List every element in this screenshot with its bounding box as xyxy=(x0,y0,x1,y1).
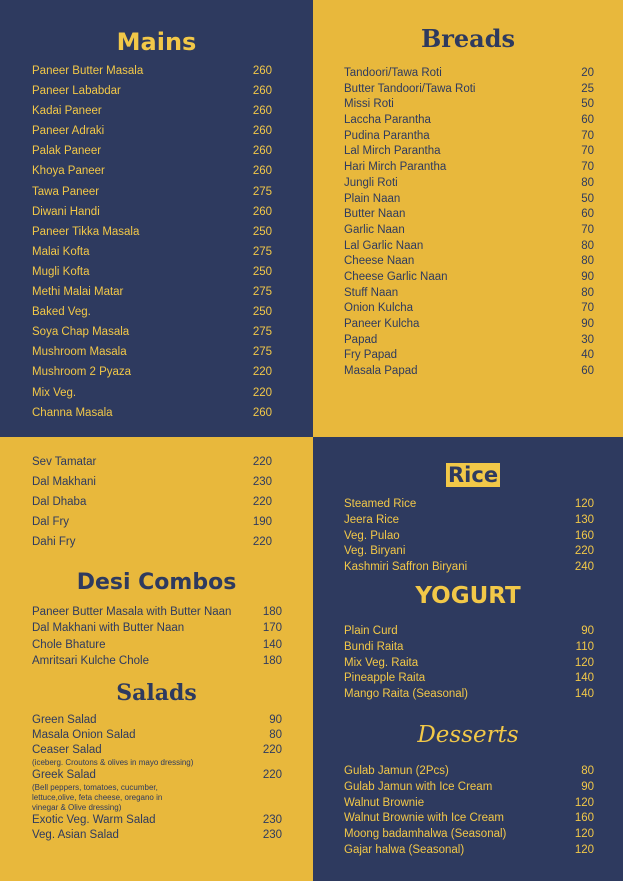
menu-item-price: 60 xyxy=(581,208,594,221)
menu-item-price: 90 xyxy=(581,625,594,637)
salad-name: Green Salad xyxy=(32,714,97,726)
menu-item-row xyxy=(344,143,594,159)
menu-item-price: 25 xyxy=(581,82,594,95)
menu-item-row xyxy=(344,332,594,348)
menu-item-name: Soya Chap Masala xyxy=(32,326,130,339)
menu-item-row xyxy=(32,472,272,492)
menu-item-name: Sev Tamatar xyxy=(32,456,97,468)
menu-item-name: Fry Papad xyxy=(344,349,398,362)
menu-item-name: Gulab Jamun (2Pcs) xyxy=(344,765,449,777)
salad-description: (Bell peppers, tomatoes, cucumber, lettuce,olive, feta cheese, oregano in vinegar & Olive dressing) xyxy=(32,783,163,812)
menu-item-row xyxy=(344,65,594,81)
menu-item-row xyxy=(32,604,282,620)
menu-item-row xyxy=(344,253,594,269)
menu-item-price: 260 xyxy=(252,105,272,118)
menu-item-price: 275 xyxy=(252,185,272,198)
salad-item xyxy=(32,728,282,743)
menu-item-row xyxy=(344,639,594,655)
menu-item-price: 260 xyxy=(252,165,272,178)
menu-item-name: Paneer Adraki xyxy=(32,125,105,138)
menu-item-name: Gajar halwa (Seasonal) xyxy=(344,843,465,856)
menu-item-name: Walnut Brownie with Ice Cream xyxy=(344,812,504,825)
menu-item-row xyxy=(32,653,282,669)
menu-item-price: 275 xyxy=(252,286,272,299)
menu-item-price: 240 xyxy=(574,561,594,574)
menu-item-row xyxy=(32,81,272,101)
menu-item-name: Amritsari Kulche Chole xyxy=(32,655,149,668)
menu-item-name: Onion Kulcha xyxy=(344,302,414,315)
menu-item-name: Palak Paneer xyxy=(32,145,102,158)
menu-item-name: Bundi Raita xyxy=(344,640,404,653)
salad-price: 230 xyxy=(262,829,282,841)
menu-item-row xyxy=(344,686,594,702)
menu-item-price: 80 xyxy=(581,176,594,189)
menu-item-row xyxy=(344,670,594,686)
menu-item-name: Mugli Kofta xyxy=(32,265,90,278)
menu-item-row xyxy=(32,161,272,181)
menu-item-name: Lal Garlic Naan xyxy=(344,239,424,252)
menu-item-price: 220 xyxy=(252,496,272,508)
menu-item-price: 140 xyxy=(574,672,594,685)
menu-item-row xyxy=(344,543,594,559)
menu-item-price: 220 xyxy=(252,366,272,379)
menu-item-price: 90 xyxy=(581,270,594,283)
menu-item-name: Butter Naan xyxy=(344,208,406,221)
menu-item-row xyxy=(344,96,594,112)
menu-item-row xyxy=(344,623,594,639)
menu-item-price: 275 xyxy=(252,326,272,339)
menu-item-name: Stuff Naan xyxy=(344,286,399,299)
salad-item xyxy=(32,828,282,843)
menu-item-price: 80 xyxy=(581,239,594,252)
desserts-heading: Desserts xyxy=(417,722,519,748)
menu-item-price: 260 xyxy=(252,406,272,419)
menu-item-row xyxy=(32,302,272,322)
menu-item-name: Tawa Paneer xyxy=(32,185,100,198)
menu-item-name: Pineapple Raita xyxy=(344,672,426,685)
menu-item-row xyxy=(32,403,272,423)
salad-item xyxy=(32,813,282,828)
menu-item-name: Dal Fry xyxy=(32,516,70,528)
menu-item-name: Cheese Garlic Naan xyxy=(344,270,448,283)
menu-item-price: 220 xyxy=(574,545,594,558)
menu-item-row xyxy=(32,222,272,242)
salad-name: Veg. Asian Salad xyxy=(32,829,119,841)
menu-item-name: Paneer Kulcha xyxy=(344,318,420,330)
menu-item-name: Veg. Pulao xyxy=(344,529,400,542)
menu-item-name: Mango Raita (Seasonal) xyxy=(344,688,469,701)
menu-item-price: 70 xyxy=(581,161,594,174)
menu-item-name: Jeera Rice xyxy=(344,513,399,526)
menu-item-row xyxy=(344,175,594,191)
menu-item-price: 50 xyxy=(581,98,594,111)
menu-item-row xyxy=(344,842,594,858)
menu-item-row xyxy=(32,383,272,403)
menu-item-row xyxy=(32,121,272,141)
menu-item-row xyxy=(344,206,594,222)
menu-item-row xyxy=(344,222,594,238)
menu-item-row xyxy=(344,779,594,795)
salads-heading: Salads xyxy=(116,680,197,706)
menu-item-price: 60 xyxy=(581,365,594,378)
menu-item-price: 120 xyxy=(574,828,594,841)
salads-list xyxy=(32,713,282,843)
menu-item-name: Dahi Fry xyxy=(32,536,76,548)
salad-name: Masala Onion Salad xyxy=(32,729,136,741)
menu-item-price: 180 xyxy=(262,606,282,618)
salad-price: 90 xyxy=(269,714,282,726)
menu-item-row xyxy=(32,637,282,653)
menu-item-name: Dal Makhani xyxy=(32,476,96,488)
menu-item-name: Paneer Tikka Masala xyxy=(32,225,140,238)
menu-item-price: 260 xyxy=(252,145,272,158)
menu-item-price: 110 xyxy=(575,640,594,653)
menu-item-name: Channa Masala xyxy=(32,406,113,419)
salad-name: Greek Salad xyxy=(32,769,96,781)
mains-heading: Mains xyxy=(116,28,197,56)
menu-item-price: 250 xyxy=(252,265,272,278)
menu-item-price: 90 xyxy=(581,318,594,330)
menu-item-row xyxy=(344,285,594,301)
menu-item-name: Plain Curd xyxy=(344,625,398,637)
menu-item-row xyxy=(32,182,272,202)
menu-item-price: 260 xyxy=(252,205,272,218)
menu-item-name: Chole Bhature xyxy=(32,638,106,651)
curries-list xyxy=(32,452,272,552)
menu-item-row xyxy=(32,342,272,362)
menu-item-price: 80 xyxy=(581,765,594,777)
menu-item-price: 50 xyxy=(581,192,594,205)
menu-item-name: Mushroom Masala xyxy=(32,346,127,359)
menu-item-row xyxy=(344,559,594,575)
salad-item xyxy=(32,743,282,768)
menu-item-row xyxy=(32,101,272,121)
menu-item-price: 60 xyxy=(581,114,594,127)
menu-item-name: Lal Mirch Parantha xyxy=(344,145,441,158)
menu-item-price: 260 xyxy=(252,65,272,77)
menu-item-price: 275 xyxy=(252,346,272,359)
menu-item-price: 275 xyxy=(252,245,272,258)
menu-item-name: Methi Malai Matar xyxy=(32,286,124,299)
menu-item-name: Walnut Brownie xyxy=(344,796,425,809)
salad-name: Exotic Veg. Warm Salad xyxy=(32,814,156,826)
menu-item-price: 220 xyxy=(252,456,272,468)
menu-item-row xyxy=(344,112,594,128)
menu-item-row xyxy=(344,363,594,379)
menu-item-name: Masala Papad xyxy=(344,365,418,378)
menu-item-name: Cheese Naan xyxy=(344,255,415,268)
salad-item xyxy=(32,768,282,813)
menu-item-row xyxy=(32,322,272,342)
menu-item-name: Moong badamhalwa (Seasonal) xyxy=(344,828,507,841)
menu-item-row xyxy=(344,316,594,332)
menu-item-name: Plain Naan xyxy=(344,192,401,205)
menu-item-price: 120 xyxy=(574,843,594,856)
menu-item-price: 120 xyxy=(574,656,594,669)
rice-list xyxy=(344,496,594,575)
salad-price: 230 xyxy=(262,814,282,826)
desserts-list xyxy=(344,763,594,858)
menu-item-name: Kadai Paneer xyxy=(32,105,102,118)
menu-item-row xyxy=(344,655,594,671)
menu-item-name: Missi Roti xyxy=(344,98,394,111)
menu-item-name: Mix Veg. Raita xyxy=(344,656,419,669)
menu-item-price: 250 xyxy=(252,306,272,319)
menu-item-name: Baked Veg. xyxy=(32,306,91,319)
menu-item-row xyxy=(344,238,594,254)
menu-item-price: 80 xyxy=(581,286,594,299)
menu-item-name: Steamed Rice xyxy=(344,498,417,510)
menu-item-row xyxy=(32,362,272,382)
menu-item-price: 160 xyxy=(574,812,594,825)
salad-price: 80 xyxy=(269,729,282,741)
menu-item-price: 220 xyxy=(252,386,272,399)
yogurt-list xyxy=(344,623,594,702)
menu-item-row xyxy=(32,620,282,636)
menu-item-name: Gulab Jamun with Ice Cream xyxy=(344,780,493,793)
yogurt-heading: YOGURT xyxy=(415,583,521,609)
menu-item-price: 70 xyxy=(581,302,594,315)
menu-item-price: 130 xyxy=(574,513,594,526)
salad-item xyxy=(32,713,282,728)
rice-heading: Rice xyxy=(448,463,499,487)
menu-item-price: 140 xyxy=(262,638,282,651)
menu-item-row xyxy=(344,128,594,144)
curries-combos-salads-panel xyxy=(0,437,313,881)
menu-item-price: 80 xyxy=(581,255,594,268)
menu-item-name: Kashmiri Saffron Biryani xyxy=(344,561,468,574)
combos-heading: Desi Combos xyxy=(76,570,237,595)
breads-panel xyxy=(313,0,623,437)
menu-item-row xyxy=(344,269,594,285)
salad-price: 220 xyxy=(262,769,282,781)
menu-item-row xyxy=(32,282,272,302)
menu-item-name: Diwani Handi xyxy=(32,205,100,218)
menu-item-name: Garlic Naan xyxy=(344,223,405,236)
menu-item-price: 220 xyxy=(252,536,272,548)
menu-item-price: 70 xyxy=(581,129,594,142)
menu-item-price: 160 xyxy=(574,529,594,542)
menu-item-row xyxy=(32,492,272,512)
menu-item-row xyxy=(344,191,594,207)
menu-item-row xyxy=(344,81,594,97)
menu-item-row xyxy=(344,347,594,363)
menu-item-name: Tandoori/Tawa Roti xyxy=(344,67,442,79)
menu-item-name: Mix Veg. xyxy=(32,386,77,399)
menu-item-name: Veg. Biryani xyxy=(344,545,406,558)
menu-item-price: 20 xyxy=(581,67,594,79)
menu-item-row xyxy=(344,763,594,779)
menu-item-price: 40 xyxy=(581,349,594,362)
menu-item-name: Papad xyxy=(344,333,378,346)
menu-item-price: 120 xyxy=(574,498,594,510)
menu-item-price: 90 xyxy=(581,780,594,793)
menu-item-row xyxy=(344,528,594,544)
menu-item-name: Paneer Lababdar xyxy=(32,85,121,98)
menu-item-row xyxy=(344,826,594,842)
menu-item-row xyxy=(32,532,272,552)
rice-yogurt-desserts-panel xyxy=(313,437,623,881)
menu-item-row xyxy=(32,242,272,262)
menu-item-name: Hari Mirch Parantha xyxy=(344,161,447,174)
menu-item-price: 170 xyxy=(262,622,282,635)
mains-list xyxy=(32,61,272,423)
mains-panel xyxy=(0,0,313,437)
menu-item-name: Pudina Parantha xyxy=(344,129,430,142)
menu-item-price: 250 xyxy=(252,225,272,238)
menu-item-name: Dal Makhani with Butter Naan xyxy=(32,622,185,635)
menu-item-row xyxy=(32,202,272,222)
menu-item-price: 70 xyxy=(581,145,594,158)
menu-item-row xyxy=(32,262,272,282)
salad-name: Ceaser Salad xyxy=(32,744,102,756)
menu-item-name: Khoya Paneer xyxy=(32,165,105,178)
menu-item-name: Malai Kofta xyxy=(32,245,90,258)
menu-item-name: Mushroom 2 Pyaza xyxy=(32,366,132,379)
menu-item-price: 260 xyxy=(252,125,272,138)
menu-item-row xyxy=(344,300,594,316)
menu-item-name: Butter Tandoori/Tawa Roti xyxy=(344,82,476,95)
menu-item-price: 140 xyxy=(574,688,594,701)
menu-item-price: 260 xyxy=(252,85,272,98)
breads-heading: Breads xyxy=(420,24,516,53)
menu-item-name: Dal Dhaba xyxy=(32,496,87,508)
menu-item-row xyxy=(32,61,272,81)
salad-description: (iceberg. Croutons & olives in mayo dressing) xyxy=(32,758,194,767)
menu-item-name: Jungli Roti xyxy=(344,176,398,189)
salad-price: 220 xyxy=(262,744,282,756)
combos-list xyxy=(32,604,282,670)
menu-item-price: 180 xyxy=(262,655,282,668)
menu-item-row xyxy=(344,159,594,175)
menu-item-row xyxy=(344,810,594,826)
menu-item-row xyxy=(32,452,272,472)
menu-item-row xyxy=(32,141,272,161)
menu-item-row xyxy=(32,512,272,532)
menu-item-name: Laccha Parantha xyxy=(344,114,431,127)
menu-item-row xyxy=(344,496,594,512)
menu-item-price: 30 xyxy=(581,333,594,346)
menu-item-name: Paneer Butter Masala xyxy=(32,65,144,77)
breads-list xyxy=(344,65,594,379)
menu-item-price: 70 xyxy=(581,223,594,236)
menu-item-price: 190 xyxy=(252,516,272,528)
menu-item-price: 230 xyxy=(252,476,272,488)
menu-item-name: Paneer Butter Masala with Butter Naan xyxy=(32,606,232,618)
menu-item-row xyxy=(344,512,594,528)
menu-item-price: 120 xyxy=(574,796,594,809)
menu-item-row xyxy=(344,795,594,811)
